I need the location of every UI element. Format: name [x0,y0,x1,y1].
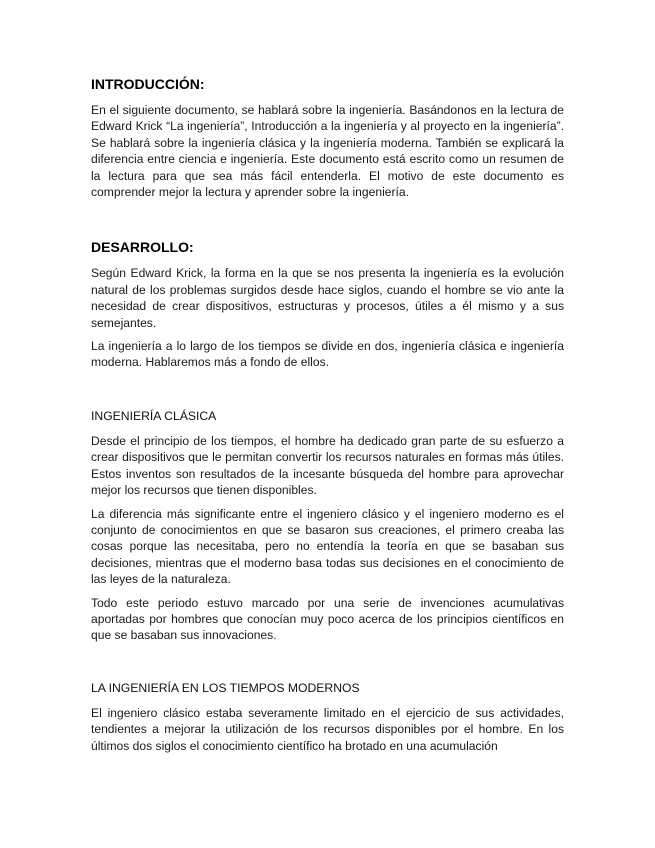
clasica-paragraph-3: Todo este periodo estuvo marcado por una serie de invenciones acumulativas aportadas por hombres que conocían muy poco acerca de los principios científicos en que se basaban sus innovaciones. [91,595,564,643]
moderna-heading: LA INGENIERÍA EN LOS TIEMPOS MODERNOS [91,680,360,695]
clasica-heading: INGENIERÍA CLÁSICA [91,408,217,423]
desarrollo-paragraph-2: La ingeniería a lo largo de los tiempos se divide en dos, ingeniería clásica e ingeniería moderna. Hablaremos más a fondo de ellos. [91,339,564,370]
document-body [91,75,564,754]
desarrollo-heading: DESARROLLO: [91,239,194,256]
intro-heading: INTRODUCCIÓN: [91,76,205,92]
clasica-paragraph-2: La diferencia más significante entre el ingeniero clásico y el ingeniero moderno es el conjunto de conocimientos en que se basaron sus creaciones, el primero creaba las cosas porque las necesitaba, pero no entendía la teoría en que se basaban sus decisiones, mientras que el moderno basa todas sus decisiones en el conocimiento de las leyes de la naturaleza. [91,506,564,587]
desarrollo-paragraph-1: Según Edward Krick, la forma en la que se nos presenta la ingeniería es la evolución natural de los problemas surgidos desde hace siglos, cuando el hombre se vio ante la necesidad de crear dispositivos, estructuras y procesos, útiles a él mismo y a sus semejantes. [91,266,564,330]
moderna-paragraph-1: El ingeniero clásico estaba severamente limitado en el ejercicio de sus actividades, tendientes a mejorar la utilización de los recursos disponibles por el hombre. En los últimos dos siglos el conocimiento científico ha brotado en una acumulación [91,705,564,753]
clasica-paragraph-1: Desde el principio de los tiempos, el hombre ha dedicado gran parte de su esfuerzo a crear dispositivos que le permitan convertir los recursos naturales en formas más útiles. Estos inventos son resultados de la incesante búsqueda del hombre para aprovechar mejor los recursos que tienen disponibles. [91,433,564,498]
intro-paragraph: En el siguiente documento, se hablará sobre la ingeniería. Basándonos en la lectura de Edward Krick “La ingeniería”, Introducción a la ingeniería y al proyecto en la ingeniería”. Se hablará sobre la ingeniería clásica y la ingeniería moderna. También se explicará la diferencia entre ciencia e ingeniería. Este documento está escrito como un resumen de la lectura para que sea más fácil entenderla. El motivo de este documento es comprender mejor la lectura y aprender sobre la ingeniería. [91,103,564,200]
